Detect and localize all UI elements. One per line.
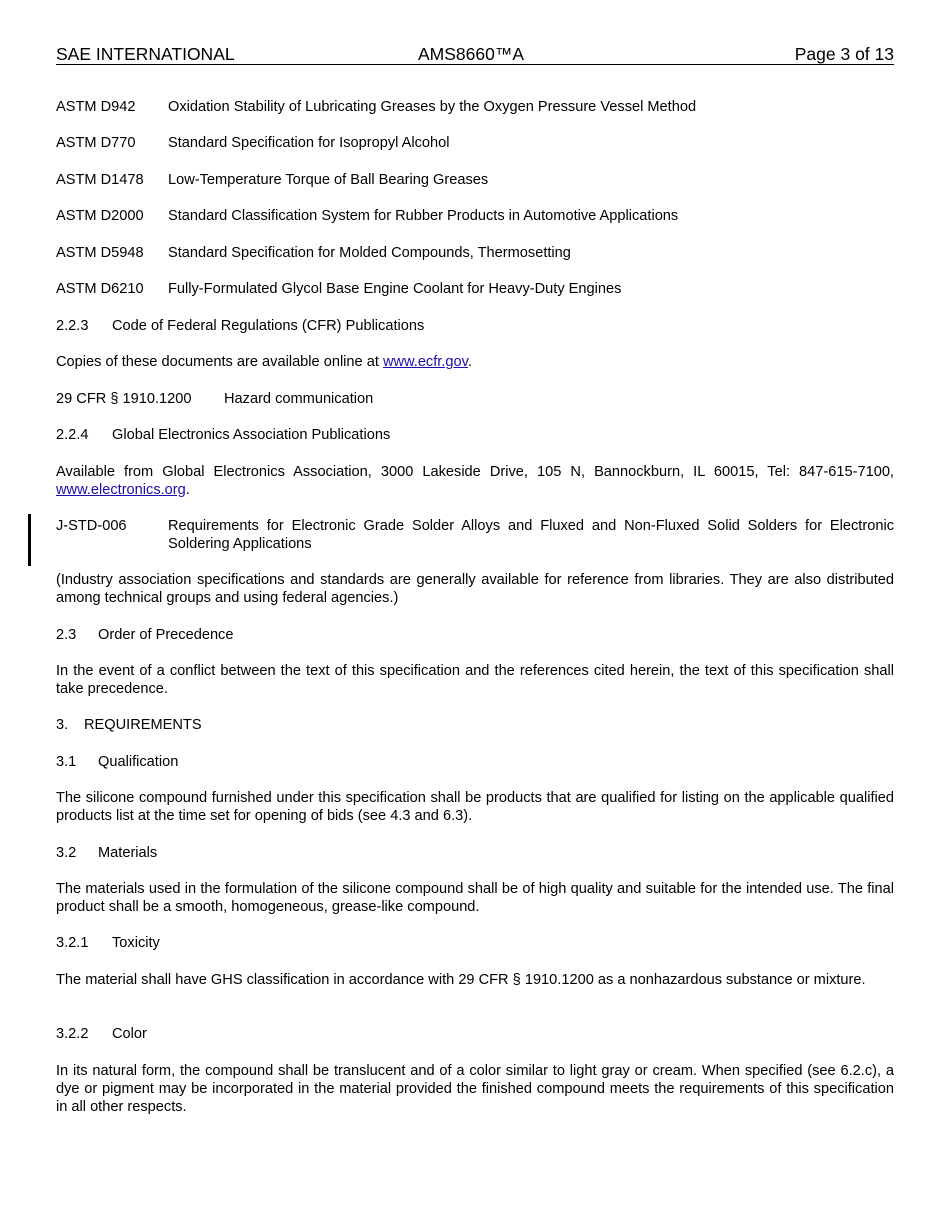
header-org: SAE INTERNATIONAL [56,44,235,64]
reference-row [56,517,894,553]
reference-code: 29 CFR § 1910.1200 [56,391,192,407]
color-text: In its natural form, the compound shall be translucent and of a color similar to light gray or cream. When specified (see 6.2.c), a dye or pigment may be incorporated in the material provided the finished compound meets the requirements of this specification in all other respects. [56,1063,894,1115]
section-title: Order of Precedence [98,627,234,643]
reference-code: ASTM D770 [56,135,136,151]
section-title: Qualification [98,754,179,770]
materials-text: The materials used in the formulation of the silicone compound shall be of high quality and suitable for the intended use. The final product shall be a smooth, homogeneous, grease-like compound. [56,881,894,915]
availability-text: Copies of these documents are available online at [56,354,383,370]
reference-title: Standard Specification for Molded Compounds, Thermosetting [168,245,571,261]
section-title: Code of Federal Regulations (CFR) Publications [112,318,425,334]
section-number: 3.2.2 [56,1026,89,1042]
section-number: 2.2.3 [56,318,89,334]
availability-end: . [467,354,472,370]
section-number: 3. [56,717,69,733]
reference-title: Requirements for Electronic Grade Solder Alloys and Fluxed and Non-Fluxed Solid Solders for Electronic Soldering Applications [168,518,894,552]
revision-change-bar [28,514,31,566]
page-header [56,44,894,65]
reference-title: Standard Specification for Isopropyl Alcohol [168,135,450,151]
reference-code: ASTM D2000 [56,208,144,224]
section-number: 3.1 [56,754,77,770]
availability-text: Available from Global Electronics Association, 3000 Lakeside Drive, 105 N, Bannockburn, IL 60015, Tel: 847-615-7100, [56,464,894,480]
reference-code: ASTM D942 [56,99,136,115]
availability-end: . [185,482,190,498]
header-page-number: Page 3 of 13 [794,44,894,64]
reference-code: ASTM D5948 [56,245,144,261]
reference-title: Standard Classification System for Rubber Products in Automotive Applications [168,208,679,224]
section-title: REQUIREMENTS [84,717,202,733]
section-number: 2.2.4 [56,427,89,443]
section-title: Toxicity [112,935,160,951]
section-title: Global Electronics Association Publications [112,427,391,443]
precedence-text: In the event of a conflict between the text of this specification and the references cited herein, the text of this specification shall take precedence. [56,663,894,697]
reference-title: Oxidation Stability of Lubricating Greases by the Oxygen Pressure Vessel Method [168,99,697,115]
qualification-text: The silicone compound furnished under this specification shall be products that are qualified for listing on the applicable qualified products list at the time set for opening of bids (see 4.3 and 6.3). [56,790,894,824]
reference-title: Fully-Formulated Glycol Base Engine Coolant for Heavy-Duty Engines [168,281,622,297]
gea-link-line [56,481,894,499]
section-number: 2.3 [56,627,77,643]
section-number: 3.2 [56,845,77,861]
section-title: Materials [98,845,158,861]
section-number: 3.2.1 [56,935,89,951]
reference-code: J-STD-006 [56,518,127,534]
reference-title: Low-Temperature Torque of Ball Bearing Greases [168,172,489,188]
header-doc-id: AMS8660™A [418,44,525,64]
reference-code: ASTM D6210 [56,281,144,297]
electronics-link[interactable]: www.electronics.org [56,482,186,498]
toxicity-text: The material shall have GHS classification in accordance with 29 CFR § 1910.1200 as a nonhazardous substance or mixture. [56,972,866,988]
industry-note: (Industry association specifications and standards are generally available for reference from libraries. They are also distributed among technical groups and using federal agencies.) [56,572,894,606]
cfr-availability [56,353,894,371]
reference-title: Hazard communication [224,391,374,407]
gea-availability [56,463,894,481]
ecfr-link[interactable]: www.ecfr.gov [382,354,468,370]
section-title: Color [112,1026,147,1042]
reference-code: ASTM D1478 [56,172,144,188]
